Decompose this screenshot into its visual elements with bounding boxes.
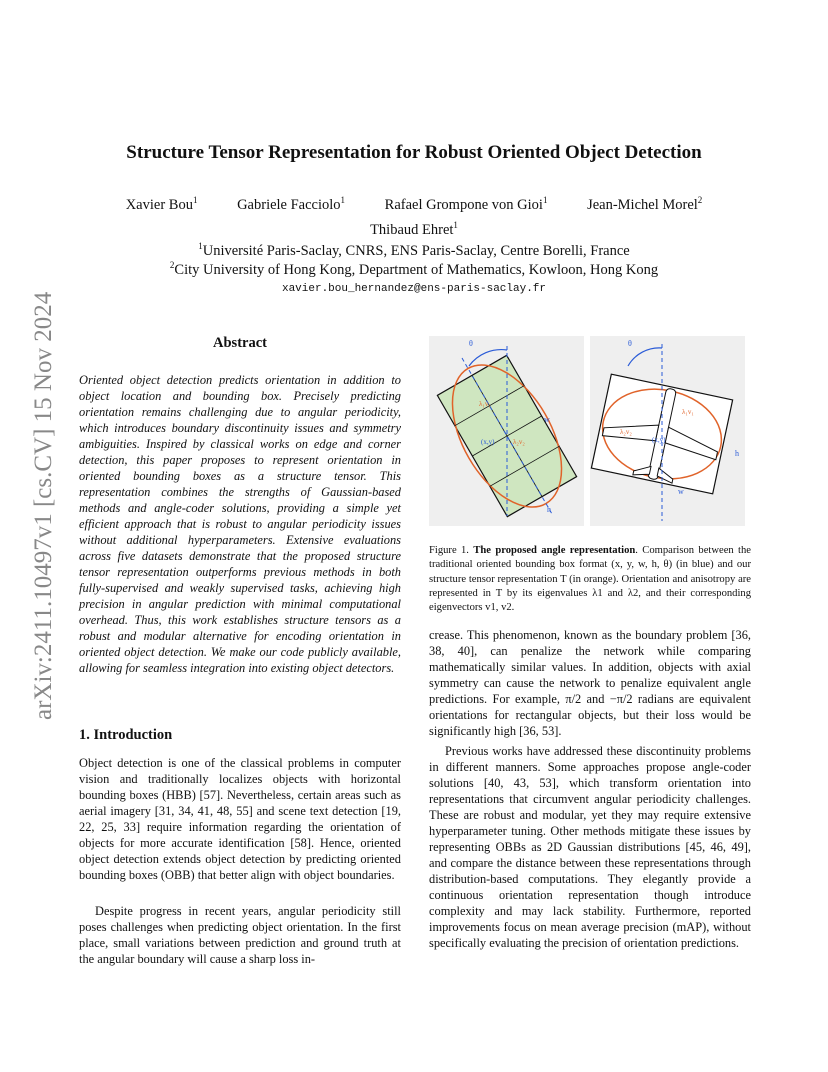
body-paragraph: Previous works have addressed these discontinuity problems in different manners. Some approaches propose angle-coder solutions [40, 43, 53], which transform orientation into representations that circumvent angular periodicity challenges. These are robust and modular, yet they may require extensive hyperparameter tuning. Other methods mitigate these issues by representing OBBs as 2D Gaussian distributions [45, 46, 49], and compare the distance between these representations through distribution-based computations. They elegantly provide a continuous orientation representation though introduce complexity and may lack stability. Furthermore, reported improvements focus on mean average precision (mAP), without specifically evaluating the precision of orientation predictions. xyxy=(429,744,751,950)
svg-text:w: w xyxy=(678,487,684,496)
affiliation: $^2$City University of Hong Kong, Department of Mathematics, Kowloon, Hong Kong xyxy=(169,260,659,278)
abstract-heading: Abstract xyxy=(213,335,267,351)
svg-text:λ₁v₁: λ₁v₁ xyxy=(682,408,694,416)
svg-text:h: h xyxy=(735,449,739,458)
figure-panel-tensor xyxy=(590,336,745,526)
section-heading: 1. Introduction xyxy=(79,727,173,743)
svg-text:(x,y): (x,y) xyxy=(652,436,666,444)
intro-paragraph: Despite progress in recent years, angular periodicity still poses challenges when predicting object orientation. In the first place, small variations between prediction and ground truth at the angular boundary will cause a sharp loss in- xyxy=(79,904,401,966)
arxiv-identifier: arXiv:2411.10497v1 [cs.CV] 15 Nov 2024 xyxy=(30,291,57,720)
intro-paragraph: Object detection is one of the classical problems in computer vision and traditionally localizes objects with horizontal bounding boxes (HBB) [57]. Nevertheless, certain areas such as aerial imagery [31, 34, 41, 48, 55] and scene text detection [19, 22, 25, 33] require information regarding the orientation of objects for more accurate identification [58]. Hence, oriented object detection extends object detection by predicting oriented bounding boxes (OBB) that better align with object boundaries. xyxy=(79,756,401,882)
abstract-text: Oriented object detection predicts orientation in addition to object location and bounding box. Precisely predicting orientation remains challenging due to angular periodicity, which introduces boundary discontinuity issues and symmetry ambiguities. Inspired by classical works on edge and corner detection, this paper proposes to represent orientation in oriented bounding boxes as a structure tensor. This representation combines the strengths of Gaussian-based methods and angle-coder solutions, providing a simple yet efficient approach that is robust to angular periodicity issues without additional hyperparameters. Extensive evaluations across five datasets demonstrate that the proposed structure tensor representation outperforms previous methods in both fully-supervised and weakly supervised tasks, achieving high precision in angular prediction with minimal computational overhead. Thus, this work establishes structure tensors as a robust and modular alternative for encoding orientation in oriented object detection. We make our code publicly available, allowing for seamless integration into existing object detectors. xyxy=(79,373,401,675)
eigen-label: λ₂v₂ xyxy=(513,438,525,446)
center-label: (x,y) xyxy=(481,438,495,446)
figure-1 xyxy=(429,336,745,526)
paper-title: Structure Tensor Representation for Robust Oriented Object Detection xyxy=(126,142,702,163)
h-label: h xyxy=(547,505,551,514)
author: Xavier Bou$^1$ xyxy=(125,195,198,213)
eigen-label: λ₁v₁ xyxy=(479,400,491,408)
w-label: w xyxy=(544,415,550,424)
author: Rafael Grompone von Gioi$^1$ xyxy=(384,195,548,213)
author-line xyxy=(0,195,828,214)
author-email[interactable]: xavier.bou_hernandez@ens-paris-saclay.fr xyxy=(281,283,547,295)
body-paragraph: crease. This phenomenon, known as the boundary problem [36, 38, 40], can penalize the network while comparing mathematically similar values. In addition, objects with axial symmetry can cause the network to penalize equivalent angle predictions. For example, π/2 and −π/2 radians are equivalent orientations for rectangular objects, but their loss would be significantly high [36, 53]. xyxy=(429,628,751,738)
tensor-diagram xyxy=(590,336,745,526)
figure-caption: Figure 1. The proposed angle representation. Comparison between the traditional oriented bounding box format (x, y, w, h, θ) (in blue) and our structure tensor representation T (in orange). Orientation and anisotropy are represented in T by its eigenvalues λ1 and λ2, and their corresponding eigenvectors v1, v2. xyxy=(429,545,751,614)
figure-panel-obb xyxy=(429,336,584,526)
svg-text:θ: θ xyxy=(628,339,632,348)
theta-label: θ xyxy=(469,339,473,348)
obb-diagram xyxy=(429,336,584,526)
svg-text:λ₂v₂: λ₂v₂ xyxy=(620,428,632,436)
author: Thibaud Ehret$^1$ xyxy=(370,220,458,238)
affiliation: $^1$Université Paris-Saclay, CNRS, ENS Paris-Saclay, Centre Borelli, France xyxy=(198,241,630,259)
author: Gabriele Facciolo$^1$ xyxy=(237,195,346,213)
author: Jean-Michel Morel$^2$ xyxy=(587,195,703,213)
